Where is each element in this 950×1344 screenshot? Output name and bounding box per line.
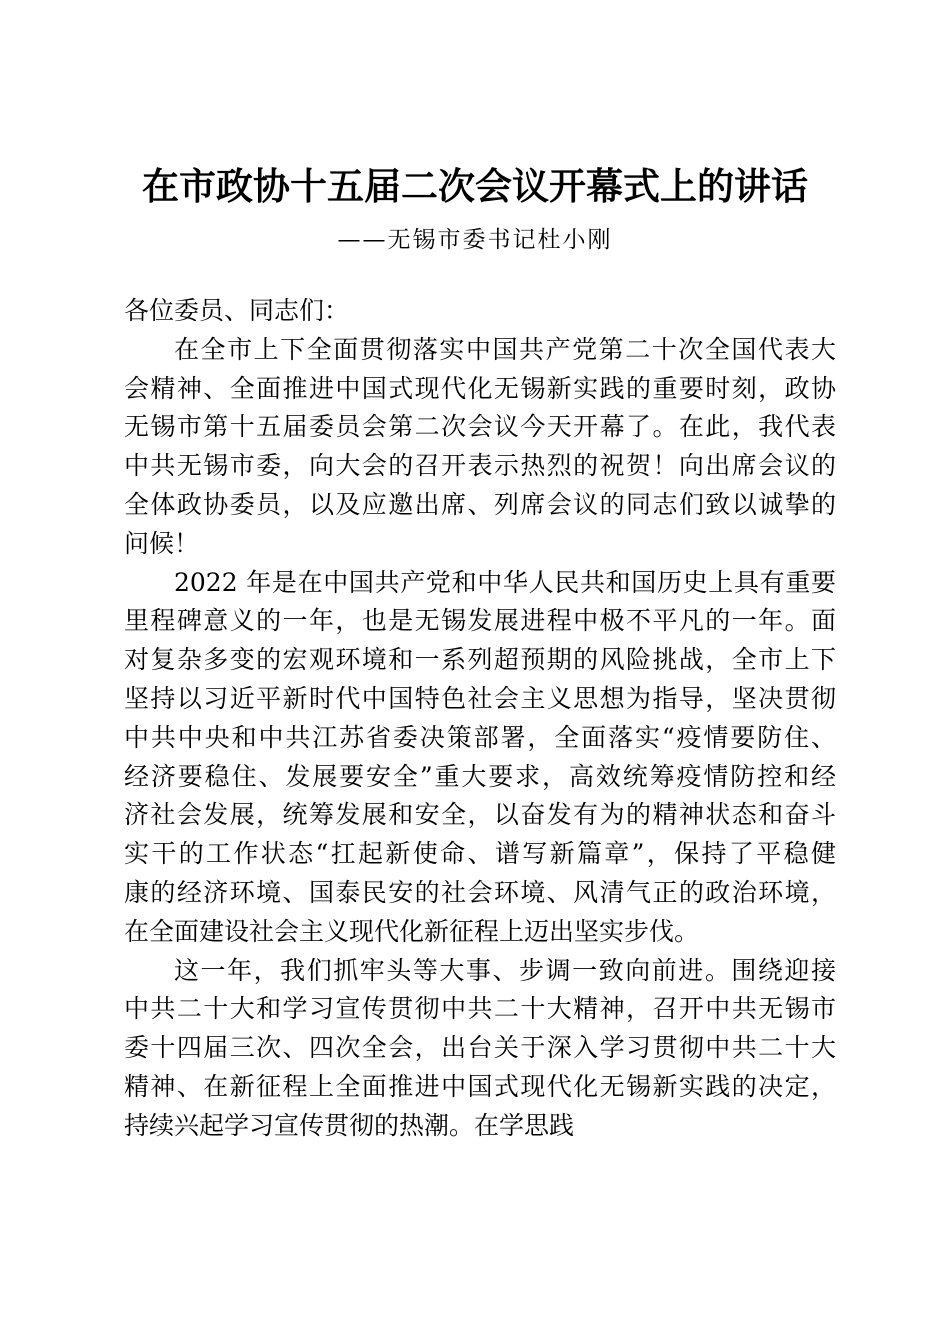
paragraph-line: 2022 年是在中国共产党和中华人民共和国历史上具有重要	[174, 567, 836, 597]
paragraph-line: 康的经济环境、国泰民安的社会环境、风清气正的政治环境，	[124, 877, 836, 907]
document-body	[124, 292, 836, 1146]
paragraph-line: 实干的工作状态“扛起新使命、谱写新篇章”，保持了平稳健	[124, 839, 836, 869]
paragraph-line: 坚持以习近平新时代中国特色社会主义思想为指导，坚决贯彻	[124, 683, 836, 713]
paragraph-2	[124, 564, 836, 952]
paragraph-line: 对复杂多变的宏观环境和一系列超预期的风险挑战，全市上下	[124, 645, 836, 675]
paragraph-line: 中共无锡市委，向大会的召开表示热烈的祝贺！向出席会议的	[124, 451, 836, 481]
paragraph-1	[124, 331, 836, 564]
paragraph-line: 中共二十大和学习宣传贯彻中共二十大精神，召开中共无锡市	[124, 994, 836, 1024]
paragraph-line: 委十四届三次、四次全会，出台关于深入学习贯彻中共二十大	[124, 1033, 836, 1063]
paragraph-line: 经济要稳住、发展要安全”重大要求，高效统筹疫情防控和经	[124, 761, 836, 791]
paragraph-line: 这一年，我们抓牢头等大事、步调一致向前进。围绕迎接	[174, 955, 836, 985]
paragraph-line: 济社会发展，统筹发展和安全，以奋发有为的精神状态和奋斗	[124, 800, 836, 830]
paragraph-line: 里程碑意义的一年，也是无锡发展进程中极不平凡的一年。面	[124, 606, 836, 636]
document-subtitle-author: ——无锡市委书记杜小刚	[337, 227, 613, 253]
document-title: 在市政协十五届二次会议开幕式上的讲话	[142, 164, 808, 208]
paragraph-line: 在全市上下全面贯彻落实中国共产党第二十次全国代表大	[174, 334, 836, 364]
paragraph-line: 会精神、全面推进中国式现代化无锡新实践的重要时刻，政协	[124, 373, 836, 403]
paragraph-line: 在全面建设社会主义现代化新征程上迈出坚实步伐。	[124, 916, 700, 946]
paragraph-line: 问候！	[124, 528, 200, 558]
paragraph-line: 无锡市第十五届委员会第二次会议今天开幕了。在此，我代表	[124, 412, 836, 442]
paragraph-line: 精神、在新征程上全面推进中国式现代化无锡新实践的决定，	[124, 1071, 836, 1101]
paragraph-line: 全体政协委员，以及应邀出席、列席会议的同志们致以诚挚的	[124, 489, 836, 519]
paragraph-line: 中共中央和中共江苏省委决策部署，全面落实“疫情要防住、	[124, 722, 836, 752]
paragraph-line: 持续兴起学习宣传贯彻的热潮。在学思践	[124, 1110, 575, 1140]
paragraph-3	[124, 952, 836, 1146]
salutation: 各位委员、同志们：	[124, 296, 350, 325]
